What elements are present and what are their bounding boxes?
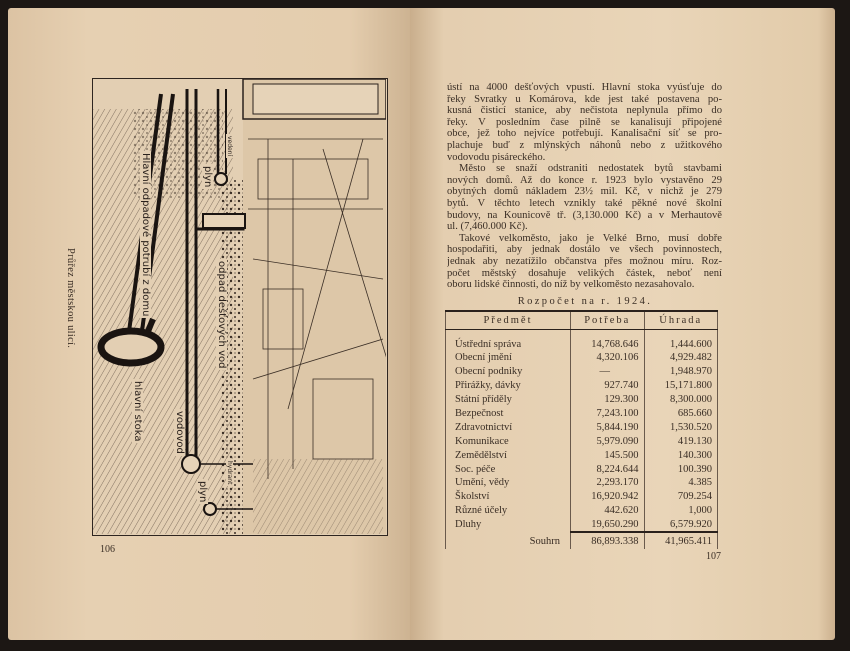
text-line: budovy, na Kounicově tř. (3,130.000 Kč) a v Merhautově: [447, 209, 722, 221]
row-need: 14,768.646: [571, 329, 645, 351]
left-page: [8, 8, 410, 640]
row-need: 442.620: [571, 504, 645, 518]
row-need: 2,293.170: [571, 476, 645, 490]
row-need: 5,979.090: [571, 434, 645, 448]
row-coverage: 100.390: [644, 462, 718, 476]
table-row: [446, 407, 718, 421]
row-coverage: 1,444.600: [644, 329, 718, 351]
row-need: 16,920.942: [571, 490, 645, 504]
table-row: [446, 476, 718, 490]
table-title: Rozpočet na r. 1924.: [517, 296, 653, 307]
header-subject: Předmět: [446, 311, 571, 329]
row-need: 4,320.106: [571, 351, 645, 365]
row-need: 8,224.644: [571, 462, 645, 476]
row-coverage: 1,530.520: [644, 420, 718, 434]
row-coverage: 4.385: [644, 476, 718, 490]
text-line: řeky Svratky u Komárova, kde jest také postavena po-: [447, 93, 722, 105]
label-gas-top: plyn: [202, 166, 213, 188]
table-row: [446, 351, 718, 365]
header-coverage: Úhrada: [644, 311, 718, 329]
row-need: 129.300: [571, 393, 645, 407]
row-coverage: 1,948.970: [644, 365, 718, 379]
text-line: řeky. V posledním čase pilně se kanalisují připojené: [447, 116, 722, 128]
row-subject: Školství: [446, 490, 571, 504]
row-need: 5,844.190: [571, 420, 645, 434]
text-line: plachuje buď z mlýnských náhonů nebo z užitkového: [447, 139, 722, 151]
body-text: [447, 82, 722, 291]
table-row: [446, 379, 718, 393]
text-line: jednak aby nezatížilo občanstva přes možnou míru. Roz-: [447, 255, 722, 267]
label-gas-bottom: plyn: [197, 481, 208, 503]
row-need: —: [571, 365, 645, 379]
row-subject: Dluhy: [446, 518, 571, 532]
street-cross-section-illustration: [92, 78, 388, 536]
total-label: Souhrn: [446, 532, 571, 549]
row-coverage: 4,929.482: [644, 351, 718, 365]
row-subject: Komunikace: [446, 434, 571, 448]
row-subject: Umění, vědy: [446, 476, 571, 490]
table-row: [446, 490, 718, 504]
text-line: vodovodu pisáreckého.: [447, 151, 546, 163]
row-subject: Ústřední správa: [446, 329, 571, 351]
text-line: kusná čisticí stanice, aby nečistota neplynula přímo do: [447, 105, 722, 117]
table-row: [446, 365, 718, 379]
row-subject: Státní příděly: [446, 393, 571, 407]
table-row: [446, 462, 718, 476]
label-wires: vedení: [226, 136, 233, 157]
text-line: ul. (7,460.000 Kč).: [447, 221, 528, 233]
text-line: hospodařiti, aby jednak dostálo ve všech povinnostech,: [447, 244, 722, 256]
row-subject: Obecní podniky: [446, 365, 571, 379]
text-line: počet městský dosahuje velikých částek, neboť není: [447, 267, 722, 279]
row-subject: Zemědělství: [446, 448, 571, 462]
street-cross-section-drawing: [93, 79, 386, 534]
page-number: 107: [706, 551, 721, 562]
text-line: bytů. V těchto letech vznikly také pěkné nové školní: [447, 197, 722, 209]
label-water-main: vodovod: [174, 411, 185, 454]
header-need: Potřeba: [571, 311, 645, 329]
table-row: [446, 420, 718, 434]
row-coverage: 419.130: [644, 434, 718, 448]
label-hydrant: hydrant: [226, 461, 233, 485]
label-main-sewer: hlavní stoka: [132, 381, 143, 442]
budget-table: [445, 310, 718, 549]
figure-caption: Průřez městskou ulicí.: [65, 248, 76, 349]
total-row: [446, 532, 718, 549]
row-coverage: 6,579.920: [644, 518, 718, 532]
total-coverage: 41,965.411: [644, 532, 718, 549]
text-line: Město se snaží odstraniti nedostatek bytů stavbami: [459, 163, 722, 175]
table-row: [446, 504, 718, 518]
row-subject: Různé účely: [446, 504, 571, 518]
text-line: Takové velkoměsto, jako je Velké Brno, musí dobře: [459, 232, 722, 244]
row-coverage: 140.300: [644, 448, 718, 462]
table-row: [446, 393, 718, 407]
row-need: 927.740: [571, 379, 645, 393]
table-row: [446, 329, 718, 351]
label-rain-drain: odpad dešťových vod: [216, 261, 227, 369]
table-row: [446, 518, 718, 532]
row-need: 145.500: [571, 448, 645, 462]
row-coverage: 8,300.000: [644, 393, 718, 407]
right-page: [410, 8, 835, 640]
row-coverage: 1,000: [644, 504, 718, 518]
row-need: 7,243.100: [571, 407, 645, 421]
row-coverage: 685.660: [644, 407, 718, 421]
table-row: [446, 448, 718, 462]
row-subject: Zdravotnictví: [446, 420, 571, 434]
text-line: oboru lidské činnosti, do níž by velkoměsto nezasahovalo.: [447, 279, 695, 291]
row-subject: Bezpečnost: [446, 407, 571, 421]
total-need: 86,893.338: [571, 532, 645, 549]
row-coverage: 709.254: [644, 490, 718, 504]
row-subject: Obecní jmění: [446, 351, 571, 365]
text-line: nových domů. Až do konce r. 1923 bylo vystavěno 29: [447, 174, 722, 186]
table-row: [446, 434, 718, 448]
row-need: 19,650.290: [571, 518, 645, 532]
text-line: obytných domů nákladem 23½ mil. Kč, v nichž je 279: [447, 186, 722, 198]
label-house-drain: Hlavní odpadové potrubí z domu: [140, 153, 151, 317]
text-line: ústí na 4000 dešťových vpustí. Hlavní stoka vyúsťuje do: [447, 82, 722, 93]
row-coverage: 15,171.800: [644, 379, 718, 393]
row-subject: Přirážky, dávky: [446, 379, 571, 393]
page-number: 106: [100, 544, 115, 555]
text-line: obce, jež toho nejvíce potřebují. Kanalisační síť se pro-: [447, 128, 722, 140]
row-subject: Soc. péče: [446, 462, 571, 476]
